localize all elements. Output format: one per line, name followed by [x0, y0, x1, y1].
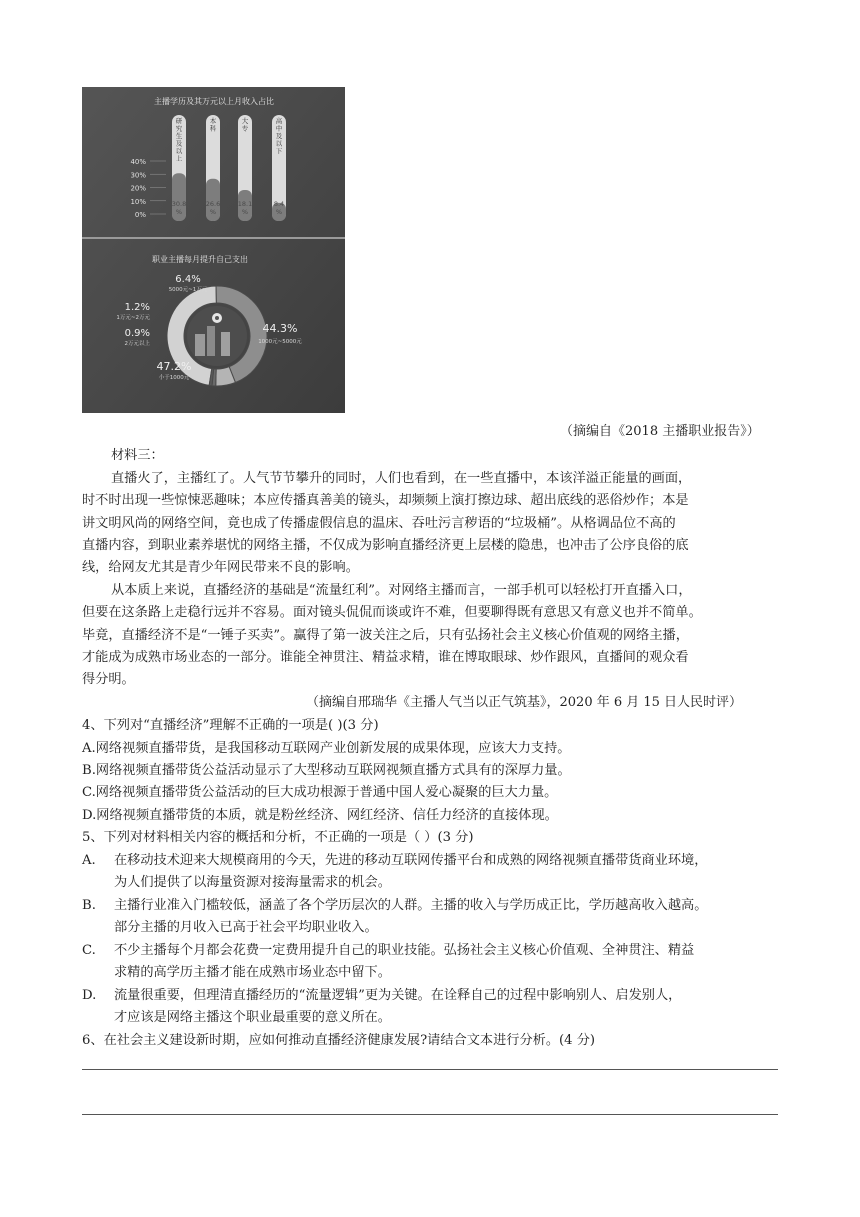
segment-label: 小于1000元: [158, 375, 190, 381]
p2-line: 才能成为成熟市场业态的一部分。谁能全神贯注、精益求精，谁在博取眼球、炒作跟风，直播间的观众看: [82, 649, 689, 665]
q5-option-a-line[interactable]: 在移动技术迎来大规模商用的今天，先进的移动互联网传播平台和成熟的网络视频直播带货商业环境，: [114, 853, 708, 868]
y-tick-label: 10%: [130, 197, 146, 206]
q6-stem: 6、在社会主义建设新时期，应如何推动直播经济健康发展?请结合文本进行分析。(4 分): [82, 1033, 596, 1048]
material-heading: 材料三：: [111, 448, 164, 463]
segment-value: 0.9%: [124, 328, 150, 339]
q4-stem: 4、下列对“直播经济”理解不正确的一项是( )(3 分): [82, 718, 379, 733]
p2-line: 得分明。: [82, 672, 135, 688]
segment-value: 1.2%: [124, 302, 150, 313]
q5-option-b-line[interactable]: 主播行业准入门槛较低，涵盖了各个学历层次的人群。主播的收入与学历成正比，学历越高收入越高。: [114, 898, 708, 913]
category-label: 研究生及以上: [175, 117, 183, 163]
y-tick-label: 20%: [130, 184, 146, 193]
p1-line: 直播内容，到职业素养堪忧的网络主播，不仅成为影响直播经济更上层楼的隐患，也冲击了公序良俗的底: [82, 537, 689, 553]
q5-option-c-line[interactable]: 不少主播每个月都会花费一定费用提升自己的职业技能。弘扬社会主义核心价值观、全神贯注、精益: [114, 943, 695, 958]
figure-source: （摘编自《2018 主播职业报告》）: [560, 424, 760, 439]
segment-value: 47.2%: [156, 360, 192, 373]
q4-option-c[interactable]: C.网络视频直播带货公益活动的巨大成功根源于普通中国人爱心凝聚的巨大力量。: [82, 785, 558, 800]
y-tick-label: 30%: [130, 171, 146, 180]
p1-line: 讲文明风尚的网络空间，竟也成了传播虚假信息的温床、吞吐污言秽语的“垃圾桶”。从格调品位不高的: [82, 515, 676, 531]
p1-line: 直播火了，主播红了。人气节节攀升的同时，人们也看到，在一些直播中，本该洋溢正能量的画面，: [111, 471, 692, 486]
p2-line: 但要在这条路上走稳行远并不容易。面对镜头侃侃而谈或许不难，但要聊得既有意思又有意义也并不简单。: [82, 605, 702, 621]
q5-option-c-line[interactable]: 求精的高学历主播才能在成熟市场业态中留下。: [114, 965, 391, 980]
p1-line: 线，给网友尤其是青少年网民带来不良的影响。: [82, 560, 359, 576]
paragraph-2: [82, 580, 782, 691]
category-label: 大专: [241, 117, 249, 133]
q4-option-d[interactable]: D.网络视频直播带货的本质，就是粉丝经济、网红经济、信任力经济的直接体现。: [82, 808, 558, 823]
value-label: 8.4 %: [273, 200, 285, 216]
q4-option-b[interactable]: B.网络视频直播带货公益活动显示了大型移动互联网视频直播方式具有的深厚力量。: [82, 763, 571, 778]
p1-line: 时不时出现一些惊悚恶趣味；本应传播真善美的镜头，却频频上演打擦边球、超出底线的恶俗炒作；本是: [82, 493, 689, 509]
q5-stem: 5、下列对材料相关内容的概括和分析，不正确的一项是（ ）(3 分): [82, 830, 474, 845]
q5-option-d-line[interactable]: 才应该是网络主播这个职业最重要的意义所在。: [114, 1010, 391, 1025]
q5-option-d-letter[interactable]: D.: [82, 988, 97, 1003]
value-label: 18.1 %: [237, 200, 253, 216]
q5-option-b-letter[interactable]: B.: [82, 898, 96, 913]
article-source: （摘编自邢瑞华《主播人气当以正气筑基》，2020 年 6 月 15 日人民时评）: [306, 695, 743, 710]
category-label: 高中及以下: [275, 117, 283, 155]
y-tick-label: 40%: [130, 158, 146, 166]
answer-line[interactable]: [82, 1114, 778, 1115]
q5-option-b-line[interactable]: 部分主播的月收入已高于社会平均职业收入。: [114, 920, 378, 935]
p2-line: 毕竟，直播经济不是“一锤子买卖”。赢得了第一波关注之后，只有弘扬社会主义核心价值观的网络主播，: [82, 627, 689, 643]
p2-line: 从本质上来说，直播经济的基础是“流量红利”。对网络主播而言，一部手机可以轻松打开直播入口，: [111, 583, 692, 598]
segment-value: 6.4%: [175, 274, 201, 285]
paragraph-1: [82, 468, 782, 579]
q5-option-c-letter[interactable]: C.: [82, 943, 96, 958]
chart1-title: 主播学历及其万元以上月收入占比: [154, 97, 274, 106]
segment-label: 2万元以上: [124, 341, 150, 347]
answer-line[interactable]: [82, 1069, 778, 1070]
camera-lens-icon: [215, 316, 219, 320]
city-building: [221, 332, 230, 356]
category-label: 本科: [209, 117, 217, 133]
value-label: 30.8 %: [171, 200, 187, 216]
y-tick-label: 0%: [134, 211, 146, 219]
q5-option-d-line[interactable]: 流量很重要，但理清直播经历的“流量逻辑”更为关键。在诠释自己的过程中影响别人、启发别人，: [114, 988, 682, 1003]
chart2-title: 职业主播每月提升自己支出: [152, 255, 248, 264]
segment-label: 5000元~1万元: [168, 287, 208, 293]
q5-option-a-letter[interactable]: A.: [82, 853, 96, 868]
infographic-svg: [82, 87, 345, 413]
segment-label: 1万元~2万元: [116, 315, 150, 321]
q5-option-a-line[interactable]: 为人们提供了以海量资源对接海量需求的机会。: [114, 875, 391, 890]
infographic-photo: [82, 87, 345, 413]
segment-label: 1000元~5000元: [258, 339, 302, 345]
city-building: [195, 334, 205, 356]
city-building: [207, 326, 215, 356]
q4-option-a[interactable]: A.网络视频直播带货，是我国移动互联网产业创新发展的成果体现，应该大力支持。: [82, 741, 571, 756]
segment-value: 44.3%: [262, 322, 298, 335]
value-label: 26.6 %: [205, 200, 221, 216]
